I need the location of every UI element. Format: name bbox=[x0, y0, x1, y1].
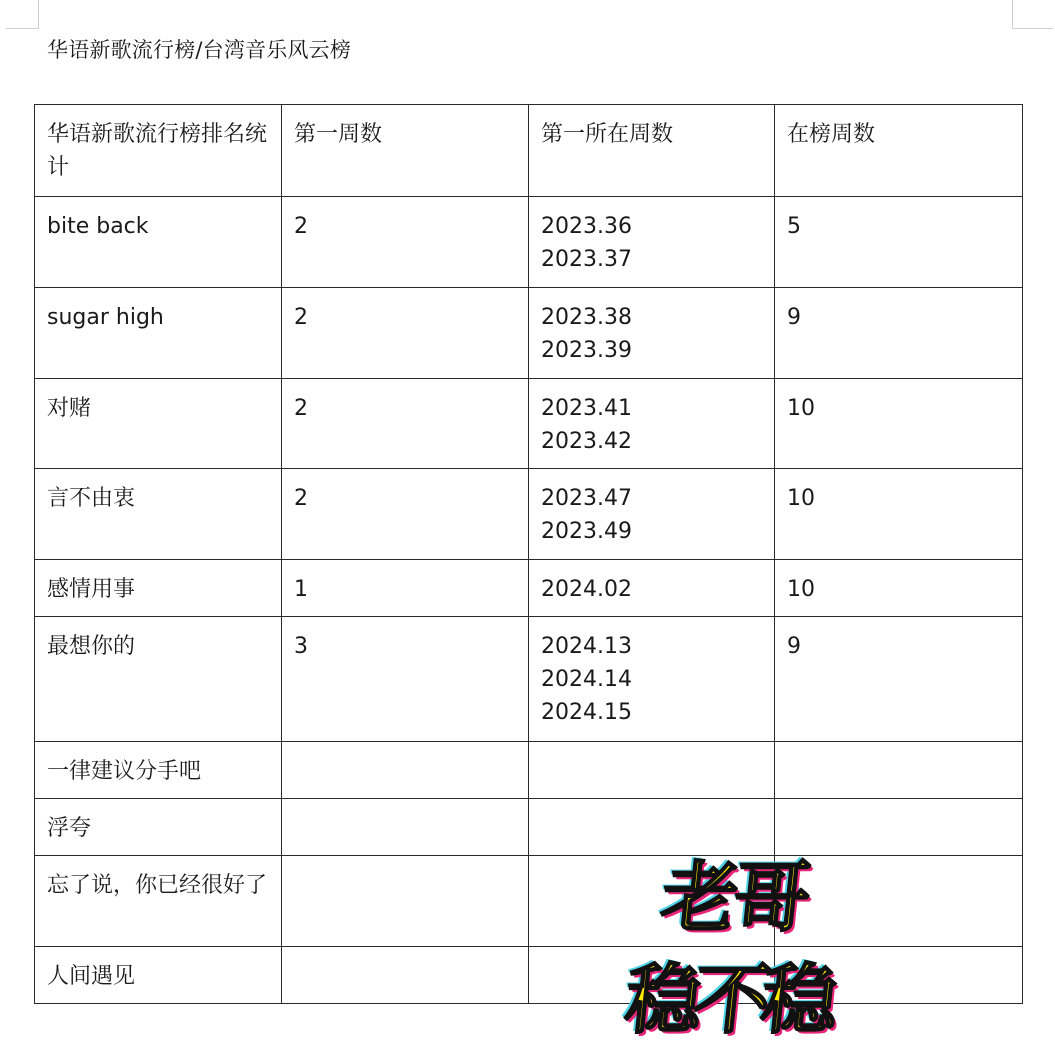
first-week-dates-cell[interactable] bbox=[529, 197, 775, 288]
week-date: 2023.38 bbox=[541, 305, 632, 330]
first-weeks-cell[interactable] bbox=[282, 799, 529, 856]
table-row bbox=[35, 288, 1023, 379]
song-name-cell[interactable]: 对赌 bbox=[35, 379, 282, 469]
week-date: 2023.42 bbox=[541, 429, 632, 454]
song-name-cell[interactable]: bite back bbox=[35, 197, 282, 288]
weeks-on-chart-cell[interactable] bbox=[775, 742, 1023, 799]
weeks-on-chart-cell[interactable]: 9 bbox=[775, 617, 1023, 742]
weeks-on-chart-cell[interactable] bbox=[775, 856, 1023, 947]
weeks-on-chart-cell[interactable]: 5 bbox=[775, 197, 1023, 288]
song-name-cell[interactable]: 一律建议分手吧 bbox=[35, 742, 282, 799]
sticker-text-line-2: 稳不稳 bbox=[621, 955, 835, 1044]
first-week-dates-cell[interactable] bbox=[529, 856, 775, 947]
first-weeks-cell[interactable] bbox=[282, 947, 529, 1004]
song-name-cell[interactable]: 感情用事 bbox=[35, 560, 282, 617]
first-weeks-cell[interactable]: 2 bbox=[282, 469, 529, 560]
week-date: 2023.41 bbox=[541, 396, 632, 421]
header-cell-weeks-on-chart[interactable]: 在榜周数 bbox=[775, 105, 1023, 197]
table-header-row bbox=[35, 105, 1023, 197]
song-name-cell[interactable]: 忘了说，你已经很好了 bbox=[35, 856, 282, 947]
table-row bbox=[35, 947, 1023, 1004]
week-date: 2024.14 bbox=[541, 667, 632, 692]
week-date: 2023.39 bbox=[541, 338, 632, 363]
table-row bbox=[35, 799, 1023, 856]
song-name-cell[interactable]: 言不由衷 bbox=[35, 469, 282, 560]
weeks-on-chart-cell[interactable] bbox=[775, 799, 1023, 856]
first-weeks-cell[interactable]: 1 bbox=[282, 560, 529, 617]
week-date: 2024.15 bbox=[541, 700, 632, 725]
sticker-text-line-1: 老哥 bbox=[657, 853, 811, 942]
table-row bbox=[35, 379, 1023, 469]
week-date: 2024.02 bbox=[541, 577, 632, 602]
weeks-on-chart-cell[interactable] bbox=[775, 947, 1023, 1004]
header-cell-first-week-dates[interactable]: 第一所在周数 bbox=[529, 105, 775, 197]
page-corner-mark-left bbox=[6, 0, 39, 29]
week-date: 2023.47 bbox=[541, 486, 632, 511]
week-date: 2023.36 bbox=[541, 214, 632, 239]
weeks-on-chart-cell[interactable]: 9 bbox=[775, 288, 1023, 379]
song-name-cell[interactable]: sugar high bbox=[35, 288, 282, 379]
page-corner-mark-right bbox=[1012, 0, 1053, 29]
first-weeks-cell[interactable] bbox=[282, 856, 529, 947]
song-name-cell[interactable]: 最想你的 bbox=[35, 617, 282, 742]
table-row bbox=[35, 742, 1023, 799]
first-week-dates-cell[interactable] bbox=[529, 288, 775, 379]
first-week-dates-cell[interactable] bbox=[529, 742, 775, 799]
document-title[interactable]: 华语新歌流行榜/台湾音乐风云榜 bbox=[47, 38, 352, 62]
first-weeks-cell[interactable]: 2 bbox=[282, 379, 529, 469]
weeks-on-chart-cell[interactable]: 10 bbox=[775, 469, 1023, 560]
first-week-dates-cell[interactable] bbox=[529, 379, 775, 469]
first-week-dates-cell[interactable] bbox=[529, 560, 775, 617]
song-name-cell[interactable]: 浮夸 bbox=[35, 799, 282, 856]
week-date: 2024.13 bbox=[541, 634, 632, 659]
table-row bbox=[35, 560, 1023, 617]
weeks-on-chart-cell[interactable]: 10 bbox=[775, 560, 1023, 617]
week-date: 2023.37 bbox=[541, 247, 632, 272]
first-week-dates-cell[interactable] bbox=[529, 799, 775, 856]
table-row bbox=[35, 197, 1023, 288]
first-week-dates-cell[interactable] bbox=[529, 469, 775, 560]
table-row bbox=[35, 617, 1023, 742]
first-weeks-cell[interactable]: 3 bbox=[282, 617, 529, 742]
first-weeks-cell[interactable]: 2 bbox=[282, 197, 529, 288]
week-date: 2023.49 bbox=[541, 519, 632, 544]
header-cell-first-weeks[interactable]: 第一周数 bbox=[282, 105, 529, 197]
chart-statistics-table bbox=[34, 104, 1023, 1004]
weeks-on-chart-cell[interactable]: 10 bbox=[775, 379, 1023, 469]
table-row bbox=[35, 469, 1023, 560]
first-week-dates-cell[interactable] bbox=[529, 617, 775, 742]
first-week-dates-cell[interactable] bbox=[529, 947, 775, 1004]
table-row bbox=[35, 856, 1023, 947]
first-weeks-cell[interactable]: 2 bbox=[282, 288, 529, 379]
song-name-cell[interactable]: 人间遇见 bbox=[35, 947, 282, 1004]
header-cell-song[interactable]: 华语新歌流行榜排名统计 bbox=[35, 105, 282, 197]
first-weeks-cell[interactable] bbox=[282, 742, 529, 799]
